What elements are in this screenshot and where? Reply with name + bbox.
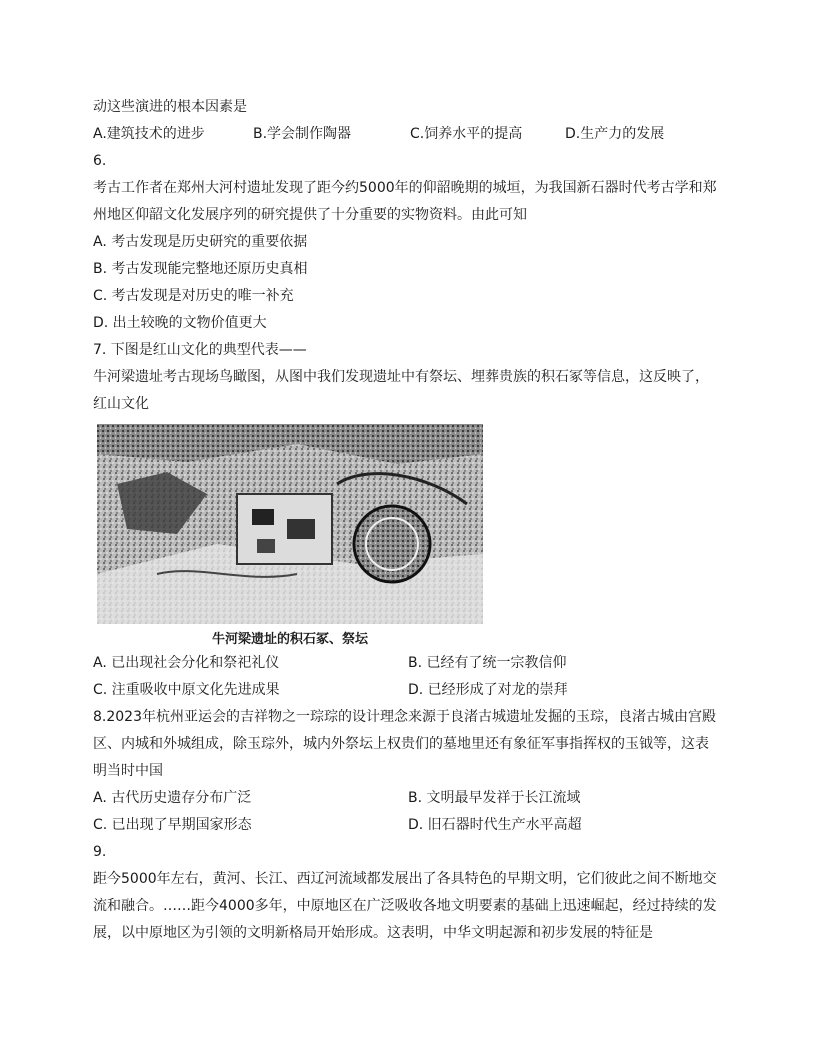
photo-caption: 牛河梁遗址的积石冢、祭坛 — [211, 632, 368, 647]
q7-options-row-2 — [93, 677, 733, 704]
q5-option-c[interactable]: C.饲养水平的提高 — [410, 126, 523, 142]
q6-number: 6. — [93, 153, 107, 169]
q7-option-b[interactable]: B. 已经有了统一宗教信仰 — [408, 655, 567, 671]
q6-stem-line-1: 考古工作者在郑州大河村遗址发现了距今约5000年的仰韶晚期的城垣，为我国新石器时代考古学和郑 — [93, 180, 717, 196]
q6-option-c[interactable]: C. 考古发现是对历史的唯一补充 — [93, 288, 294, 304]
q7-stem-line-1: 7. 下图是红山文化的典型代表—— — [93, 342, 307, 358]
q8-option-b[interactable]: B. 文明最早发祥于长江流域 — [408, 790, 581, 806]
q7-option-a[interactable]: A. 已出现社会分化和祭祀礼仪 — [93, 655, 280, 671]
q8-option-c[interactable]: C. 已出现了早期国家形态 — [93, 817, 252, 833]
q7-option-c[interactable]: C. 注重吸收中原文化先进成果 — [93, 682, 280, 698]
exam-page — [93, 94, 733, 947]
q9-stem-line-2: 流和融合。……距今4000多年，中原地区在广泛吸收各地文明要素的基础上迅速崛起，经过持续的发 — [93, 898, 717, 914]
q6-option-a[interactable]: A. 考古发现是历史研究的重要依据 — [93, 234, 308, 250]
q7-options-row-1 — [93, 650, 733, 677]
q8-options-row-1 — [93, 785, 733, 812]
q5-option-a[interactable]: A.建筑技术的进步 — [93, 126, 205, 142]
q7-stem-line-3: 红山文化 — [93, 396, 149, 412]
q5-stem-tail: 动这些演进的根本因素是 — [93, 99, 247, 115]
q9-stem-line-1: 距今5000年左右，黄河、长江、西辽河流域都发展出了各具特色的早期文明，它们彼此之间不断地交 — [93, 871, 717, 887]
niuheliang-site-photo — [97, 424, 483, 647]
q5-option-d[interactable]: D.生产力的发展 — [565, 126, 665, 142]
q8-options-row-2 — [93, 812, 733, 839]
q9-number: 9. — [93, 844, 107, 860]
q8-stem-line-3: 明当时中国 — [93, 763, 163, 779]
q8-stem-line-1: 8.2023年杭州亚运会的吉祥物之一琮琮的设计理念来源于良渚古城遗址发掘的玉琮，良渚古城由宫殿 — [93, 709, 716, 725]
q7-stem-line-2: 牛河梁遗址考古现场鸟瞰图，从图中我们发现遗址中有祭坛、埋葬贵族的积石冢等信息，这反映了， — [93, 369, 709, 385]
q8-stem-line-2: 区、内城和外城组成，除玉琮外，城内外祭坛上权贵们的墓地里还有象征军事指挥权的玉钺等，这表 — [93, 736, 709, 752]
q6-stem-line-2: 州地区仰韶文化发展序列的研究提供了十分重要的实物资料。由此可知 — [93, 207, 527, 223]
q8-option-a[interactable]: A. 古代历史遗存分布广泛 — [93, 790, 252, 806]
q9-stem-line-3: 展，以中原地区为引领的文明新格局开始形成。这表明，中华文明起源和初步发展的特征是 — [93, 925, 653, 941]
q6-option-d[interactable]: D. 出土较晚的文物价值更大 — [93, 315, 267, 331]
q6-option-b[interactable]: B. 考古发现能完整地还原历史真相 — [93, 261, 308, 277]
aerial-photo-image — [97, 424, 483, 624]
q5-options — [93, 121, 733, 148]
q8-option-d[interactable]: D. 旧石器时代生产水平高超 — [408, 817, 582, 833]
q5-option-b[interactable]: B.学会制作陶器 — [253, 126, 352, 142]
q7-option-d[interactable]: D. 已经形成了对龙的崇拜 — [408, 682, 568, 698]
